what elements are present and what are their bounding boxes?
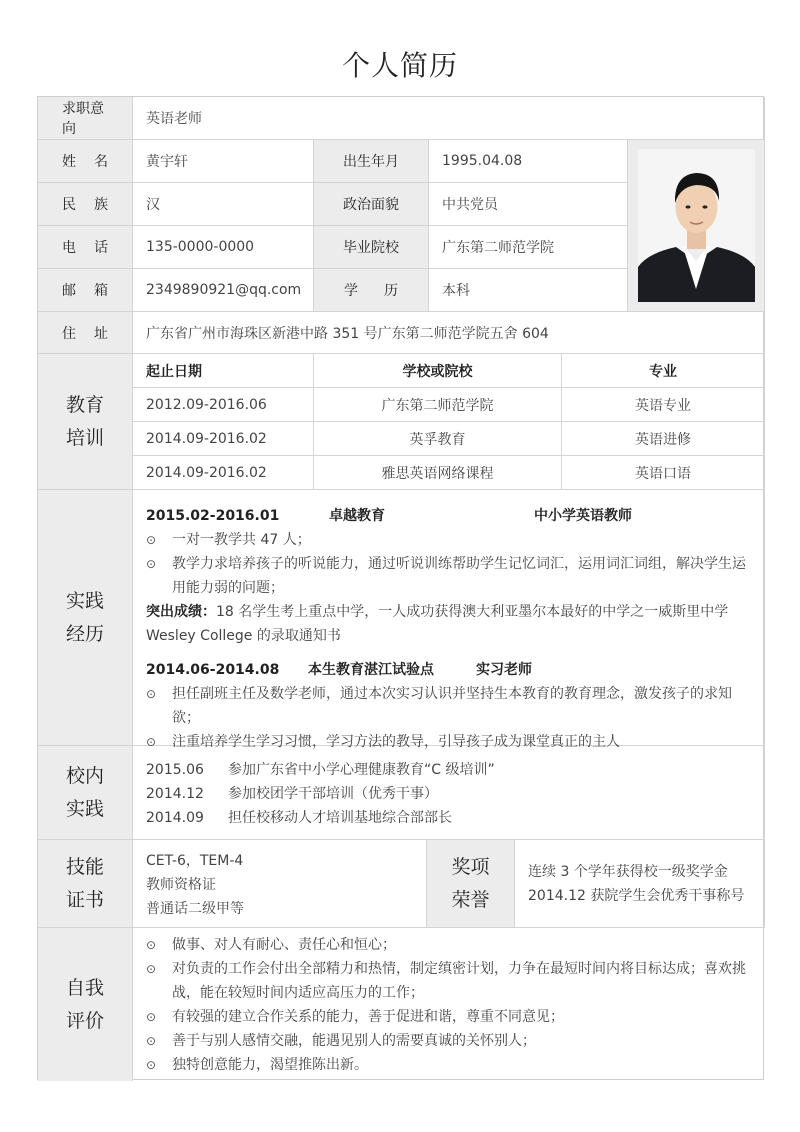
education-header-school: 学校或院校 — [314, 354, 562, 388]
phone-label: 电 话 — [38, 226, 133, 269]
education-row-1-date: 2012.09-2016.06 — [133, 388, 314, 422]
practice-content — [146, 504, 756, 754]
politics-label: 政治面貌 — [314, 183, 429, 226]
email-label: 邮 箱 — [38, 269, 133, 312]
education-row-3-date: 2014.09-2016.02 — [133, 456, 314, 490]
education-row-1-major: 英语专业 — [562, 388, 765, 422]
job-value: 英语老师 — [133, 97, 765, 140]
address-label: 住 址 — [38, 312, 133, 354]
list-item: CET-6，TEM-4 — [146, 853, 244, 869]
job-label: 求职意向 — [62, 101, 104, 137]
skills-content — [146, 849, 421, 921]
awards-content — [528, 860, 760, 908]
campus-content — [146, 758, 756, 830]
practice-2-role: 实习老师 — [476, 662, 532, 678]
address-value: 广东省广州市海珠区新港中路 351 号广东第二师范学院五舍 604 — [133, 312, 765, 354]
practice-label: 实践 经历 — [38, 490, 133, 746]
birth-label: 出生年月 — [314, 140, 429, 183]
list-item: 普通话二级甲等 — [146, 901, 244, 917]
birth-value: 1995.04.08 — [429, 140, 628, 183]
email-value: 2349890921@qq.com — [133, 269, 314, 312]
bullet-icon: ⊙ — [146, 962, 157, 976]
portrait-image — [638, 149, 755, 302]
list-item: 2014.09 担任校移动人才培训基地综合部部长 — [146, 810, 452, 826]
school-label: 毕业院校 — [314, 226, 429, 269]
job-label-cell — [38, 97, 133, 140]
list-item: ⊙ 教学力求培养孩子的听说能力，通过听说训练帮助学生记忆词汇，运用词汇词组，解决学生运用能力弱的问题； — [146, 552, 756, 600]
education-row-2-date: 2014.09-2016.02 — [133, 422, 314, 456]
education-header-major: 专业 — [562, 354, 765, 388]
bullet-icon: ⊙ — [146, 938, 157, 952]
education-header-date: 起止日期 — [133, 354, 314, 388]
list-item: ⊙ 注重培养学生学习习惯，学习方法的教导，引导孩子成为课堂真正的主人 — [146, 730, 756, 754]
list-item: ⊙ 做事、对人有耐心、责任心和恒心； — [146, 933, 756, 957]
list-item: ⊙ 一对一教学共 47 人； — [146, 528, 756, 552]
bullet-icon: ⊙ — [146, 557, 157, 571]
practice-1-org: 卓越教育 — [329, 508, 385, 524]
page-title: 个人简历 — [341, 49, 458, 82]
school-value: 广东第二师范学院 — [429, 226, 628, 269]
self-content — [146, 933, 756, 1077]
politics-value: 中共党员 — [429, 183, 628, 226]
campus-label: 校内 实践 — [38, 746, 133, 840]
list-item: 教师资格证 — [146, 877, 216, 893]
practice-2-org: 本生教育湛江试验点 — [308, 662, 434, 678]
list-item: 2014.12 参加校团学干部培训（优秀干事） — [146, 786, 438, 802]
name-label: 姓 名 — [38, 140, 133, 183]
bullet-icon: ⊙ — [146, 735, 157, 749]
education-row-2-major: 英语进修 — [562, 422, 765, 456]
list-item: 2015.06 参加广东省中小学心理健康教育“C 级培训” — [146, 762, 495, 778]
self-label: 自我 评价 — [38, 928, 133, 1081]
result-text: 18 名学生考上重点中学，一人成功获得澳大利亚墨尔本最好的中学之一威斯里中学 Wesley College 的录取通知书 — [146, 604, 729, 644]
practice-1-date: 2015.02-2016.01 — [146, 508, 280, 524]
list-item: ⊙ 有较强的建立合作关系的能力，善于促进和谐，尊重不同意见； — [146, 1005, 756, 1029]
name-value: 黄宇轩 — [133, 140, 314, 183]
bullet-icon: ⊙ — [146, 1034, 157, 1048]
list-item: 连续 3 个学年获得校一级奖学金 — [528, 864, 728, 880]
list-item: ⊙ 担任副班主任及数学老师，通过本次实习认识并坚持生本教育的教育理念，激发孩子的求知欲； — [146, 682, 756, 730]
ethnic-value: 汉 — [133, 183, 314, 226]
resume-table — [37, 96, 764, 1080]
bullet-icon: ⊙ — [146, 1010, 157, 1024]
practice-2-header — [146, 658, 756, 682]
education-row-2-school: 英孚教育 — [314, 422, 562, 456]
avatar — [638, 149, 755, 302]
result-label: 突出成绩： — [146, 604, 216, 620]
bullet-icon: ⊙ — [146, 687, 157, 701]
education-label: 教育 培训 — [38, 354, 133, 490]
practice-1-role: 中小学英语教师 — [534, 508, 632, 524]
skills-label: 技能 证书 — [38, 840, 133, 928]
practice-1-header — [146, 504, 756, 528]
list-item: 2014.12 获院学生会优秀干事称号 — [528, 888, 745, 904]
awards-label: 奖项 荣誉 — [427, 840, 515, 928]
list-item: ⊙ 独特创意能力，渴望推陈出新。 — [146, 1053, 756, 1077]
education-row-3-major: 英语口语 — [562, 456, 765, 490]
list-item: ⊙ 善于与别人感情交融，能遇见别人的需要真诚的关怀别人； — [146, 1029, 756, 1053]
degree-value: 本科 — [429, 269, 628, 312]
bullet-icon: ⊙ — [146, 533, 157, 547]
bullet-icon: ⊙ — [146, 1058, 157, 1072]
education-row-1-school: 广东第二师范学院 — [314, 388, 562, 422]
practice-1-result — [146, 600, 756, 648]
list-item: ⊙ 对负责的工作会付出全部精力和热情，制定缜密计划，力争在最短时间内将目标达成；喜欢挑战，能在较短时间内适应高压力的工作； — [146, 957, 756, 1005]
education-row-3-school: 雅思英语网络课程 — [314, 456, 562, 490]
degree-label: 学 历 — [314, 269, 429, 312]
phone-value: 135-0000-0000 — [133, 226, 314, 269]
ethnic-label: 民 族 — [38, 183, 133, 226]
practice-2-date: 2014.06-2014.08 — [146, 662, 280, 678]
